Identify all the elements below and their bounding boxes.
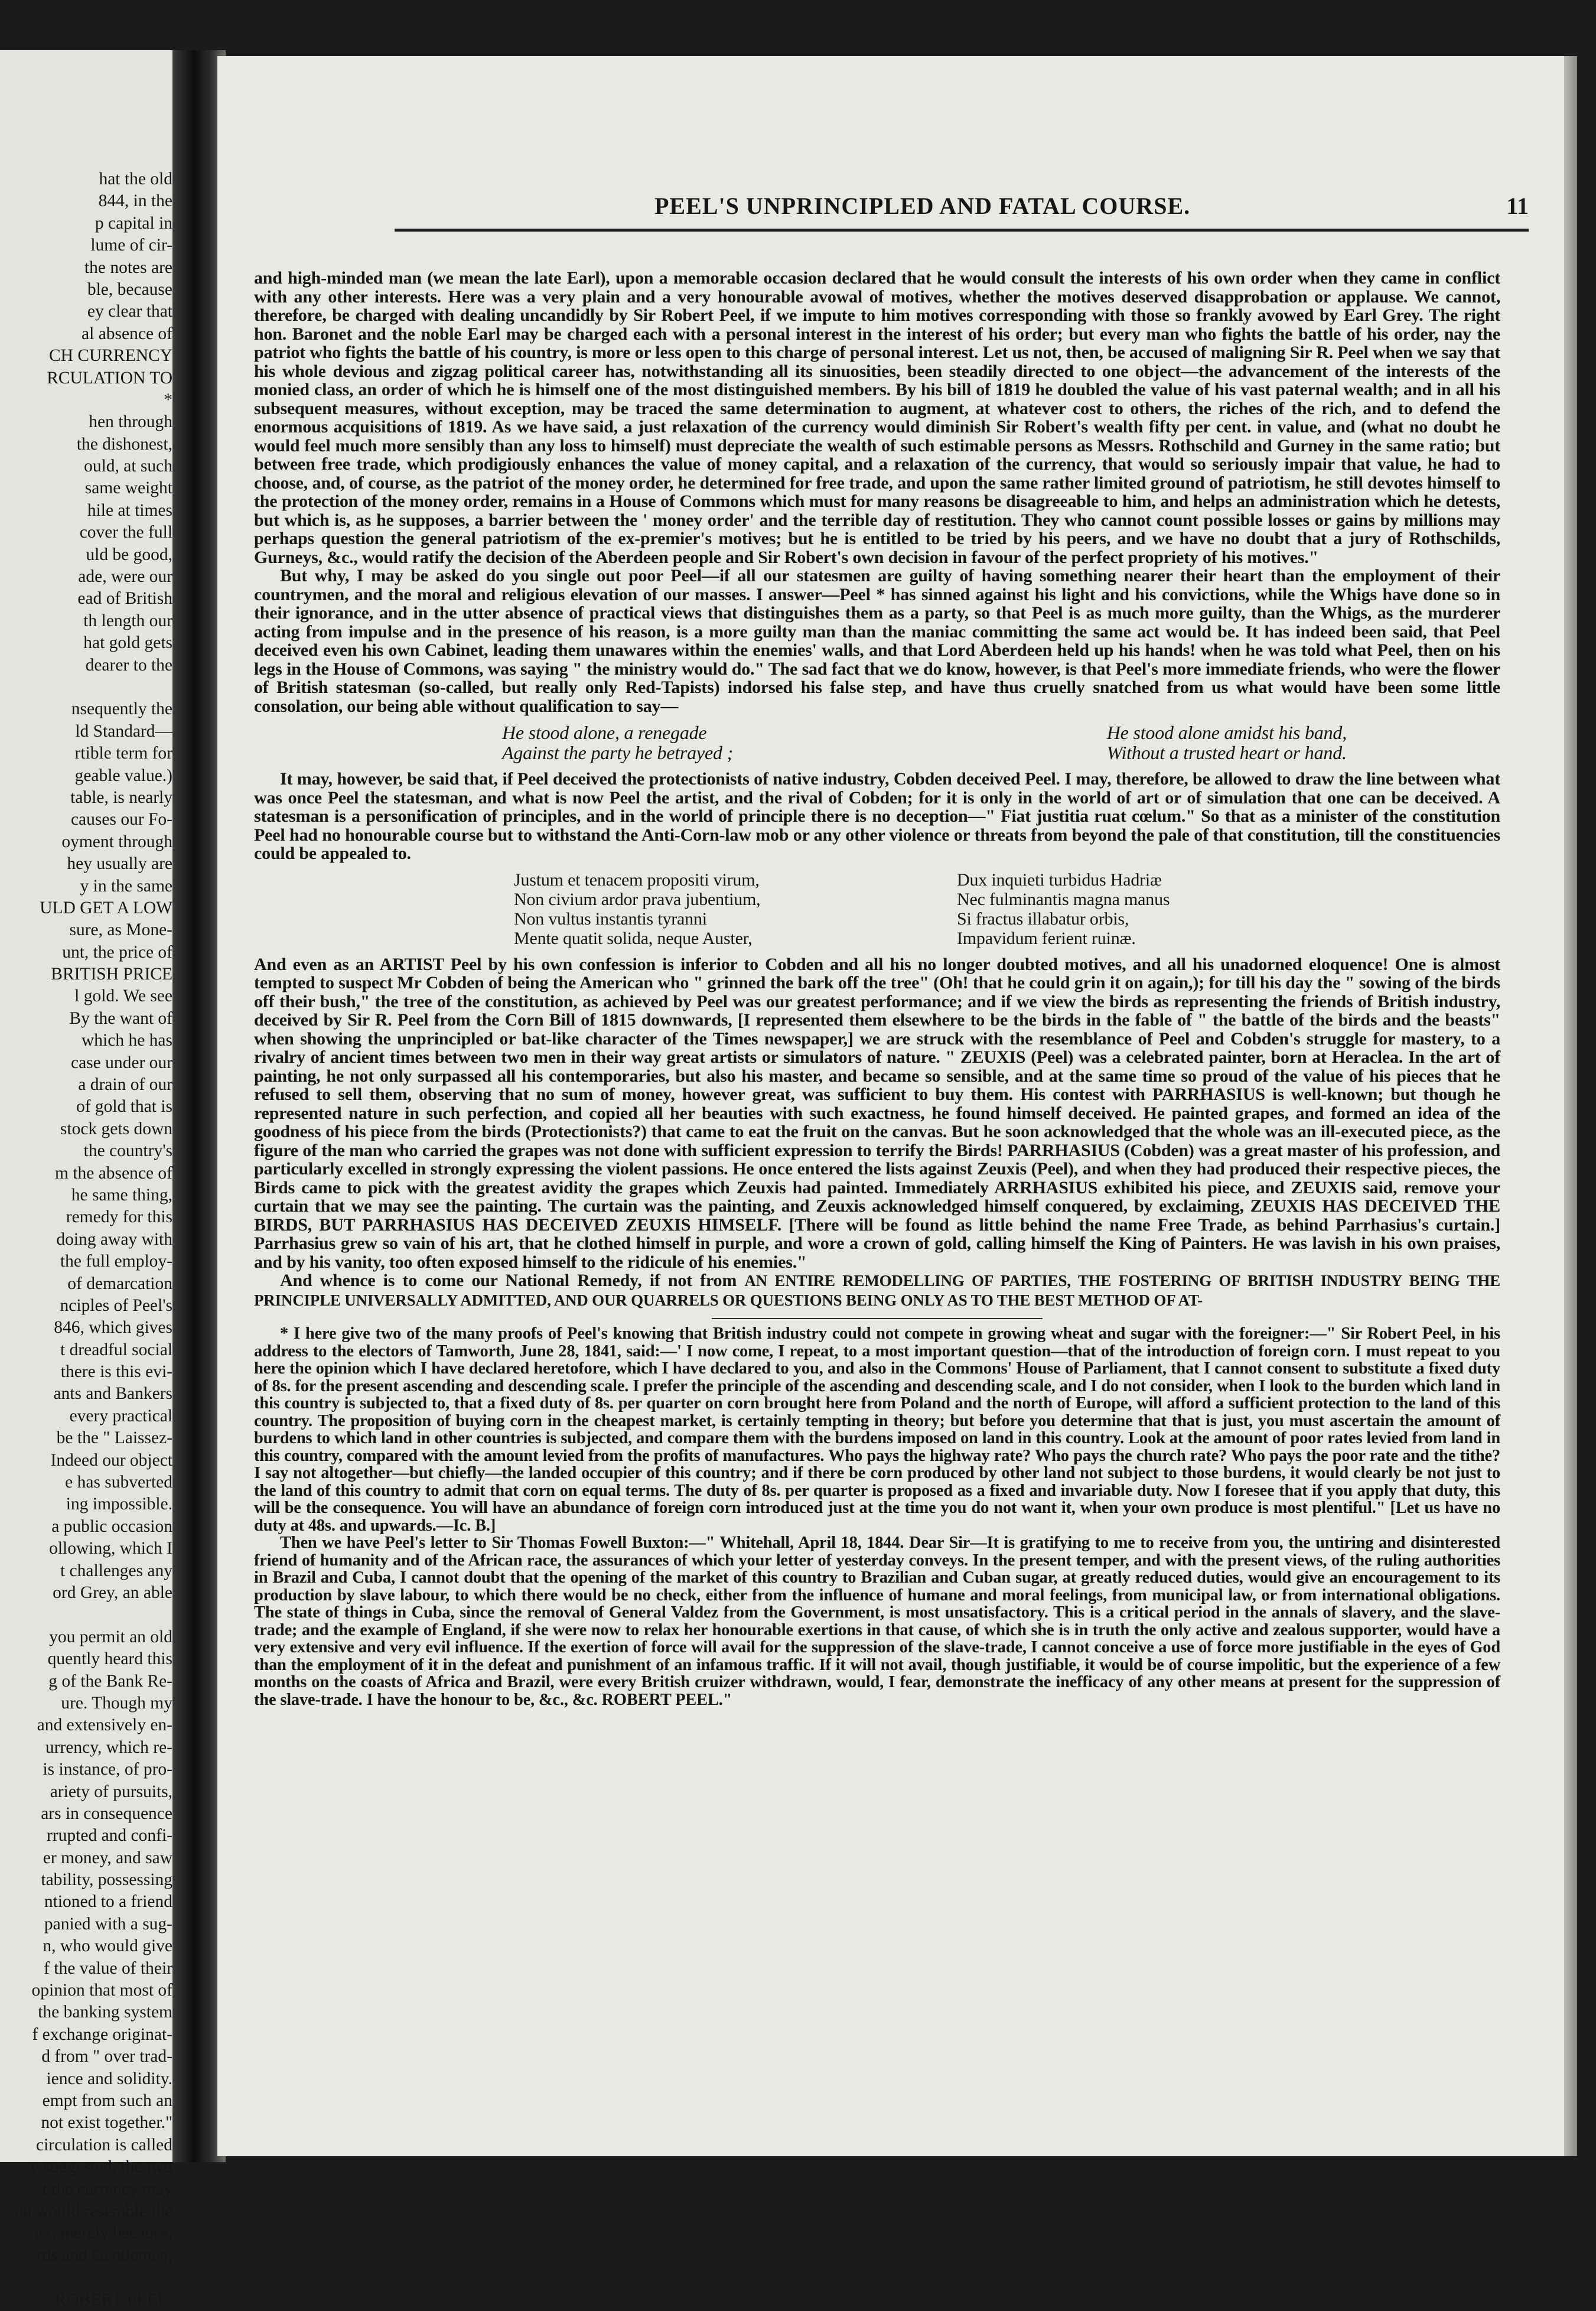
- left-page-line: of demarcation: [67, 1274, 172, 1293]
- left-page-line: opinion that most of: [31, 1981, 172, 2000]
- paragraph-text: And whence is to come our National Remedy, if not from: [280, 1271, 745, 1290]
- left-page-line: e has subverted: [65, 1473, 172, 1492]
- left-page-line: hey usually are: [67, 854, 172, 874]
- latin-line: Impavidum ferient ruinæ.: [957, 928, 1136, 948]
- latin-line: Non civium ardor prava jubentium,: [514, 889, 761, 909]
- left-page-line: which he has: [81, 1031, 172, 1050]
- left-page-line: of gold that is: [76, 1097, 172, 1117]
- left-page-line: l gold. We see: [74, 987, 172, 1006]
- page-sheet: [217, 56, 1564, 2156]
- left-page-line: hat the old: [99, 170, 172, 188]
- left-page-line: 844, in the: [98, 191, 172, 211]
- left-page-line: *: [164, 390, 172, 409]
- verse-quote: [502, 722, 1347, 763]
- page-edge: [1564, 56, 1577, 2156]
- paragraph: It may, however, be said that, if Peel deceived the protectionists of native industry, Cobden deceived Peel. I may, therefore, be allowed to draw the line between what was once Peel the statesman, and what is now Peel the artist, and the rival of Cobden; for it is only in the world of art or of simulation that one can be deceived. A statesman is a personification of principles, and in the world of principle there is no deception—" Fiat justitia ruat cœlum." So that as a minister of the constitution Peel had no honourable course but to withstand the Anti-Corn-law mob or any other violence or threats from beyond the pale of that constitution, till the constituencies could be appealed to.: [254, 769, 1500, 863]
- page-number: 11: [1506, 193, 1529, 219]
- left-page-line: sure, as Mone-: [69, 920, 172, 940]
- left-page-line: t dreadful social: [60, 1340, 172, 1359]
- latin-line: Si fractus illabatur orbis,: [957, 909, 1129, 929]
- paragraph: And even as an ARTIST Peel by his own confession is inferior to Cobden and all his no longer doubted motives, and all his unadorned eloquence! One is almost tempted to suspect Mr Cobden of being the American who " grinned the bark off the tree" (Oh! that he could grin it on again,); for till his day the " sowing of the birds off their bush," the tree of the constitution, as achieved by Peel was our greatest performance; and if we view the birds as representing the friends of British industry, deceived by Sir R. Peel from the Corn Bill of 1815 downwards, [I represented them elsewhere to be the birds in the fable of " the battle of the birds and the beasts" when showing the unprincipled or bat-like character of the Times newspaper,] we are struck with the resemblance of Peel and Cobden's struggle for mastery, to a rivalry of ancient times between two men in their way great artists or simulators of nature. " ZEUXIS (Peel) was a celebrated painter, born at Heraclea. In the art of painting, he not only surpassed all his contemporaries, but also his master, and became so sensible, and at the same time so proud of the value of his pieces that he refused to sell them, observing that no sum of money, however great, was sufficient to buy them. His contest with PARRHASIUS is well-known; but though he represented nature in such perfection, and copied all her beauties with such exactness, he found himself deceived. He painted grapes, and formed an idea of the goodness of his piece from the birds (Protectionists?) that came to eat the fruit on the canvas. But he soon acknowledged that the whole was an ill-executed piece, as the figure of the man who carried the grapes was not done with sufficient expression to terrify the Birds! PARRHASIUS (Cobden) was a great master of his profession, and particularly excelled in strongly expressing the violent passions. He once entered the lists against Zeuxis (Peel), and when they had produced their respective pieces, the Birds came to pick with the greatest avidity the grapes which Zeuxis had painted. Immediately ARRHASIUS exhibited his piece, and ZEUXIS said, remove your curtain that we may see the painting. The curtain was the painting, and Zeuxis acknowledged himself conquered, by exclaiming, ZEUXIS HAS DECEIVED THE BIRDS, BUT PARRHASIUS HAS DECEIVED ZEUXIS HIMSELF. [There will be found as little behind the name Free Trade, as behind Parrhasius's curtain.] Parrhasius grew so vain of his art, that he clothed himself in purple, and wore a crown of gold, calling himself the King of Painters. He was lavish in his own praises, and by his vanity, too often exposed himself to the ridicule of his enemies.": [254, 954, 1500, 1272]
- running-title: PEEL'S UNPRINCIPLED AND FATAL COURSE.: [654, 193, 1191, 219]
- footnote: Then we have Peel's letter to Sir Thomas Fowell Buxton:—" Whitehall, April 18, 1844. Dear Sir—It is gratifying to me to receive from you, the untiring and disinterested friend of humanity and of the African race, the assurances of which your letter of yesterday conveys. In the present temper, and with the present views, of the ruling authorities in Brazil and Cuba, I cannot doubt that the opening of the market of this country to Brazilian and Cuban sugar, at greatly reduced duties, would give an encouragement to its production by slave labour, to which there would be no check, either from the influence of humane and moral feelings, from municipal law, or from international obligations. The state of things in Cuba, since the removal of General Valdez from the Government, is most unsatisfactory. This is a critical period in the annals of slavery, and the slave-trade; and the example of England, if she were now to relax her honourable exertions in that cause, of which she is in truth the only active and zealous supporter, would have a very extensive and very evil influence. If the exertion of force will avail for the suppression of the slave-trade, I cannot conceive a use of force more justifiable in the eyes of God than the employment of it in the defeat and punishment of an infamous traffic. If it will not avail, though justifiable, it would be of course impolitic, but the experience of a few months on the coasts of Africa and Brazil, were every British cruizer withdrawn, would, I fear, demonstrate the inefficacy of any other means at present for the suppression of the slave-trade. I have the honour to be, &c., &c. ROBERT PEEL.": [254, 1534, 1500, 1709]
- left-page-line: d from " over trad-: [41, 2047, 172, 2066]
- left-page-line: oyment through: [61, 832, 172, 851]
- footnote-rule: [712, 1318, 1043, 1319]
- left-page-line: lume of cir-: [90, 236, 172, 255]
- left-page-line: ord Grey, an able: [53, 1583, 172, 1602]
- latin-quote: [514, 870, 1353, 948]
- emphasis-caps: AN ENTIRE REMODELLING OF PARTIES, THE FOSTERING OF BRITISH INDUSTRY BEING THE PRINCIPLE UNIVERSALLY ADMITTED, AND OUR QUARRELS OR QUESTIONS BEING ONLY AS TO THE BEST METHOD OF AT-: [254, 1272, 1500, 1309]
- left-page-line: [0, 676, 172, 698]
- left-page-line: is instance, of pro-: [43, 1760, 172, 1779]
- left-page-line: ience and solidity.: [46, 2069, 172, 2088]
- left-page-line: ou would resemble the: [14, 2201, 172, 2221]
- left-page-line: hat gold gets: [83, 633, 172, 653]
- left-page-line: not exist together.": [41, 2113, 172, 2133]
- left-page-line: and extensively en-: [37, 1716, 172, 1735]
- left-page-line: doing away with: [56, 1229, 172, 1249]
- left-page-line: 846, which gives: [54, 1318, 172, 1337]
- left-page-line: tability, possessing: [41, 1870, 172, 1890]
- footnote: * I here give two of the many proofs of Peel's knowing that British industry could not compete in growing wheat and sugar with the foreigner:—" Sir Robert Peel, in his address to the electors of Tamworth, June 28, 1841, said:—' I now come, I repeat, to a most important question—that of the introduction of foreign corn. I must repeat to you here the opinion which I have declared heretofore, which I have declared to you, and also in the Commons' House of Parliament, that I cannot consent to substitute a fixed duty of 8s. for the present ascending and descending scale. I prefer the principle of the ascending and descending scale, and I do not consider, when I look to the burden which land in this country is subjected to, that a fixed duty of 8s. per quarter on corn brought here from Poland and the north of Europe, will afford a sufficient protection to the land of this country. The proposition of buying corn in the cheapest market, is certainly tempting in theory; but before you determine that that is just, you must ascertain the amount of burdens to which land in other countries is subjected, and compare them with the burdens imposed on land in this country. Look at the amount of poor rates levied from land in this country, compared with the amount levied from the profits of manufactures. Who pays the highway rate? Who pays the church rate? Who pays the poor rate and the tithe? I say not altogether—but chiefly—the landed occupier of this country; and if there be corn produced by other land not subject to those burdens, it would clearly be not just to the land of this country to admit that corn on equal terms. The duty of 8s. per quarter is proposed as a fixed and invariable duty. Now I foresee that if you apply that duty, this will be the consequence. You will have an abundance of foreign corn introduced just at the time you do not want it, when your own produce is most plentiful." [Let us have no duty at 48s. and upwards.—Ic. B.]: [254, 1324, 1500, 1535]
- left-page-line: stock gets down: [60, 1119, 172, 1138]
- paragraph: and high-minded man (we mean the late Earl), upon a memorable occasion declared that he would consult the interests of his own order when they came in conflict with any other interests. Here was a very plain and a very honourable avowal of motives, whether the motives deserved disapprobation or applause. We cannot, therefore, be charged with dealing uncandidly by Sir Robert Peel, if we impute to him motives corresponding with those so frankly avowed by Earl Grey. The right hon. Baronet and the noble Earl may be charged each with a personal interest in the interest of his order; but every man who fights the battle of his order, nay the patriot who fights the battle of his country, is more or less open to this charge of personal interest. Let us not, then, be accused of maligning Sir R. Peel when we say that his whole devious and zigzag political career has, notwithstanding all its sinuosities, been steadily directed to one object—the advancement of the interests of the monied class, an order of which he is himself one of the most distinguished members. By his bill of 1819 he doubled the value of his vast paternal wealth; and in all his subsequent measures, without exception, may be traced the same determination to augment, at whatever cost to others, the riches of the rich, and to defend the enormous acquisitions of 1819. As we have said, a just relaxation of the currency would diminish Sir Robert's wealth fifty per cent. in value, and (what no doubt he would feel much more sensibly than any loss to himself) must depreciate the wealth of such estimable persons as Messrs. Rothschild and Gurney in the same ratio; but between free trade, which prodigiously enhances the value of money capital, and a relaxation of the currency, that would so seriously impair that value, he had to choose, and, of course, as the patriot of the money order, he determined for free trade, and upon the same rather limited ground of patriotism, he still devotes himself to the protection of the money order, remains in a House of Commons which must for many reasons be disagreeable to him, and helps an administration which he detests, but which is, as he supposes, a barrier between the ' money order' and the terrible day of restitution. They who cannot count possible losses or gains by millions may perhaps question the general patriotism of the ex-premier's motives; but he is entitled to be tried by his peers, and we have no doubt that a jury of Rothschilds, Gurneys, &c., would ratify the decision of the Aberdeen people and Sir Robert's own decision in favour of the perfect propriety of his motives.": [254, 268, 1500, 567]
- left-page-line: same weight: [84, 479, 172, 498]
- left-page-line: t challenges any: [60, 1561, 172, 1580]
- article-body: [254, 269, 1500, 1708]
- left-page-line: the notes are: [84, 258, 172, 277]
- left-page-line: ould, at such: [84, 457, 172, 476]
- left-page-line: ants and Bankers: [53, 1384, 172, 1404]
- left-page-line: m the absence of: [54, 1163, 172, 1183]
- left-page-line: table, is nearly: [70, 787, 172, 807]
- left-page-line: [0, 2267, 172, 2289]
- left-page-line: geable value.): [74, 766, 172, 785]
- left-page-line: unt, the price of: [62, 942, 172, 962]
- left-page-line: [0, 1604, 172, 1626]
- left-page-line: ble, because: [87, 279, 172, 299]
- left-page-line: t the currency may: [42, 2179, 172, 2199]
- left-page-line: the dishonest,: [76, 434, 172, 454]
- left-page-line: f exchange originat-: [32, 2024, 172, 2044]
- left-page-line: g of the Bank Re-: [48, 1671, 172, 1691]
- left-page-line: ade, were our: [78, 567, 172, 587]
- left-page-line: er money, and saw: [43, 1848, 172, 1867]
- left-page-line: every practical: [69, 1406, 172, 1425]
- left-page-line: you permit an old: [49, 1627, 172, 1646]
- left-page-line: ariety of pursuits,: [50, 1782, 172, 1801]
- left-page-line: ntioned to a friend: [44, 1892, 172, 1912]
- left-page-line: nsequently the: [71, 699, 172, 719]
- left-page-line: CH CURRENCY: [49, 346, 172, 366]
- verse-line: Against the party he betrayed ;: [502, 742, 734, 763]
- left-page-line: case under our: [70, 1053, 172, 1072]
- left-page-line: ing impossible.: [66, 1495, 172, 1514]
- left-page-line: f the value of their: [44, 1958, 172, 1978]
- header-rule: [395, 229, 1529, 232]
- left-page-line: urrency, which re-: [45, 1737, 172, 1757]
- left-page-line: By the want of: [69, 1008, 172, 1028]
- left-page-line: th length our: [83, 611, 172, 630]
- left-page-line: remedy for this: [66, 1207, 172, 1227]
- latin-line: Nec fulminantis magna manus: [957, 889, 1170, 909]
- page-header: [395, 192, 1529, 227]
- left-page-line: BRITISH PRICE: [51, 965, 172, 984]
- left-page-line: nciples of Peel's: [60, 1296, 172, 1315]
- paragraph: But why, I may be asked do you single out poor Peel—if all our statesmen are guilty of having something nearer their heart than the employment of their countrymen, and the moral and religious elevation of our masses. I answer—Peel * has sinned against his light and his convictions, while the Whigs have done so in their ignorance, and in the utter absence of practical views that distinguishes them as a party, so that Peel is as much more guilty, than the Whigs, as the murderer acting from impulse and in the presence of his reason, is a more guilty man than the maniac committing the same act would be. It has indeed been said, that Peel deceived even his own Cabinet, leading them unawares within the enemies' walls, and that Lord Aberdeen held up his hands! when he was told what Peel, then on his legs in the House of Commons, was saying " the ministry would do." The sad fact that we do know, however, is that Peel's more immediate friends, who were the flower of British statesman (so-called, but really only Red-Tapists) indorsed his false step, and have thus cruelly snatched from us what would have been some little consolation, our being able without qualification to say—: [254, 566, 1500, 716]
- left-page-line: ld Standard—: [75, 721, 172, 741]
- left-page-line: ict, merely because,: [34, 2224, 172, 2243]
- left-page-line: al absence of: [82, 324, 172, 343]
- left-page-line: a drain of our: [78, 1075, 172, 1095]
- left-page-line: the banking system: [38, 2003, 172, 2022]
- left-page-line: uld be good,: [86, 545, 172, 564]
- left-page-fragment: [0, 50, 176, 2309]
- left-page-line: panied with a sug-: [44, 1914, 172, 1934]
- left-page-line: dearer to the: [85, 655, 172, 675]
- left-page-line: the full employ-: [60, 1252, 172, 1271]
- verse-line: He stood alone amidst his band,: [1106, 722, 1347, 743]
- left-page-column: [0, 168, 172, 2311]
- left-page-line: a public occasion: [51, 1516, 172, 1536]
- left-page-line: quently heard this: [47, 1649, 172, 1669]
- left-page-line: ure. Though my: [61, 1693, 172, 1713]
- verse-line: He stood alone, a renegade: [502, 722, 707, 743]
- left-page-line: empt from such an: [42, 2091, 172, 2110]
- left-page-line: rtible term for: [74, 744, 172, 763]
- left-page-line: ollowing, which I: [49, 1539, 172, 1558]
- left-page-line: ROBERT PEEL.: [54, 2290, 172, 2309]
- latin-line: Non vultus instantis tyranni: [514, 909, 707, 929]
- latin-line: Justum et tenacem propositi virum,: [514, 870, 760, 890]
- left-page-line: y in the same: [80, 876, 172, 896]
- left-page-line: the country's: [83, 1141, 172, 1161]
- left-page-line: rds and Gentlemen,: [36, 2245, 172, 2265]
- left-page-line: n, who would give: [43, 1936, 172, 1956]
- left-page-line: there is this evi-: [60, 1362, 172, 1382]
- latin-line: Mente quatit solida, neque Auster,: [514, 928, 753, 948]
- left-page-line: be the " Laissez-: [56, 1428, 172, 1448]
- left-page-line: hen through: [89, 412, 172, 432]
- left-page-line: he same thing,: [71, 1185, 172, 1205]
- left-page-line: Indeed our object: [50, 1450, 172, 1470]
- left-page-line: cover the full: [79, 523, 172, 542]
- left-page-line: hile at times: [87, 500, 172, 520]
- left-page-line: ars in consequence: [41, 1804, 172, 1823]
- paragraph: [254, 1271, 1500, 1310]
- left-page-line: circulation is called: [36, 2135, 172, 2154]
- left-page-line: rrupted and confi-: [47, 1826, 172, 1845]
- left-page-line: y suggested, the two: [30, 2157, 172, 2177]
- left-page-line: causes our Fo-: [70, 810, 172, 829]
- latin-line: Dux inquieti turbidus Hadriæ: [957, 870, 1162, 890]
- verse-line: Without a trusted heart or hand.: [1106, 742, 1347, 763]
- left-page-line: p capital in: [95, 213, 172, 233]
- left-page-line: RCULATION TO: [47, 368, 172, 388]
- left-page-line: ULD GET A LOW: [40, 898, 172, 917]
- left-page-line: ey clear that: [87, 302, 172, 321]
- left-page-line: ead of British: [77, 589, 172, 608]
